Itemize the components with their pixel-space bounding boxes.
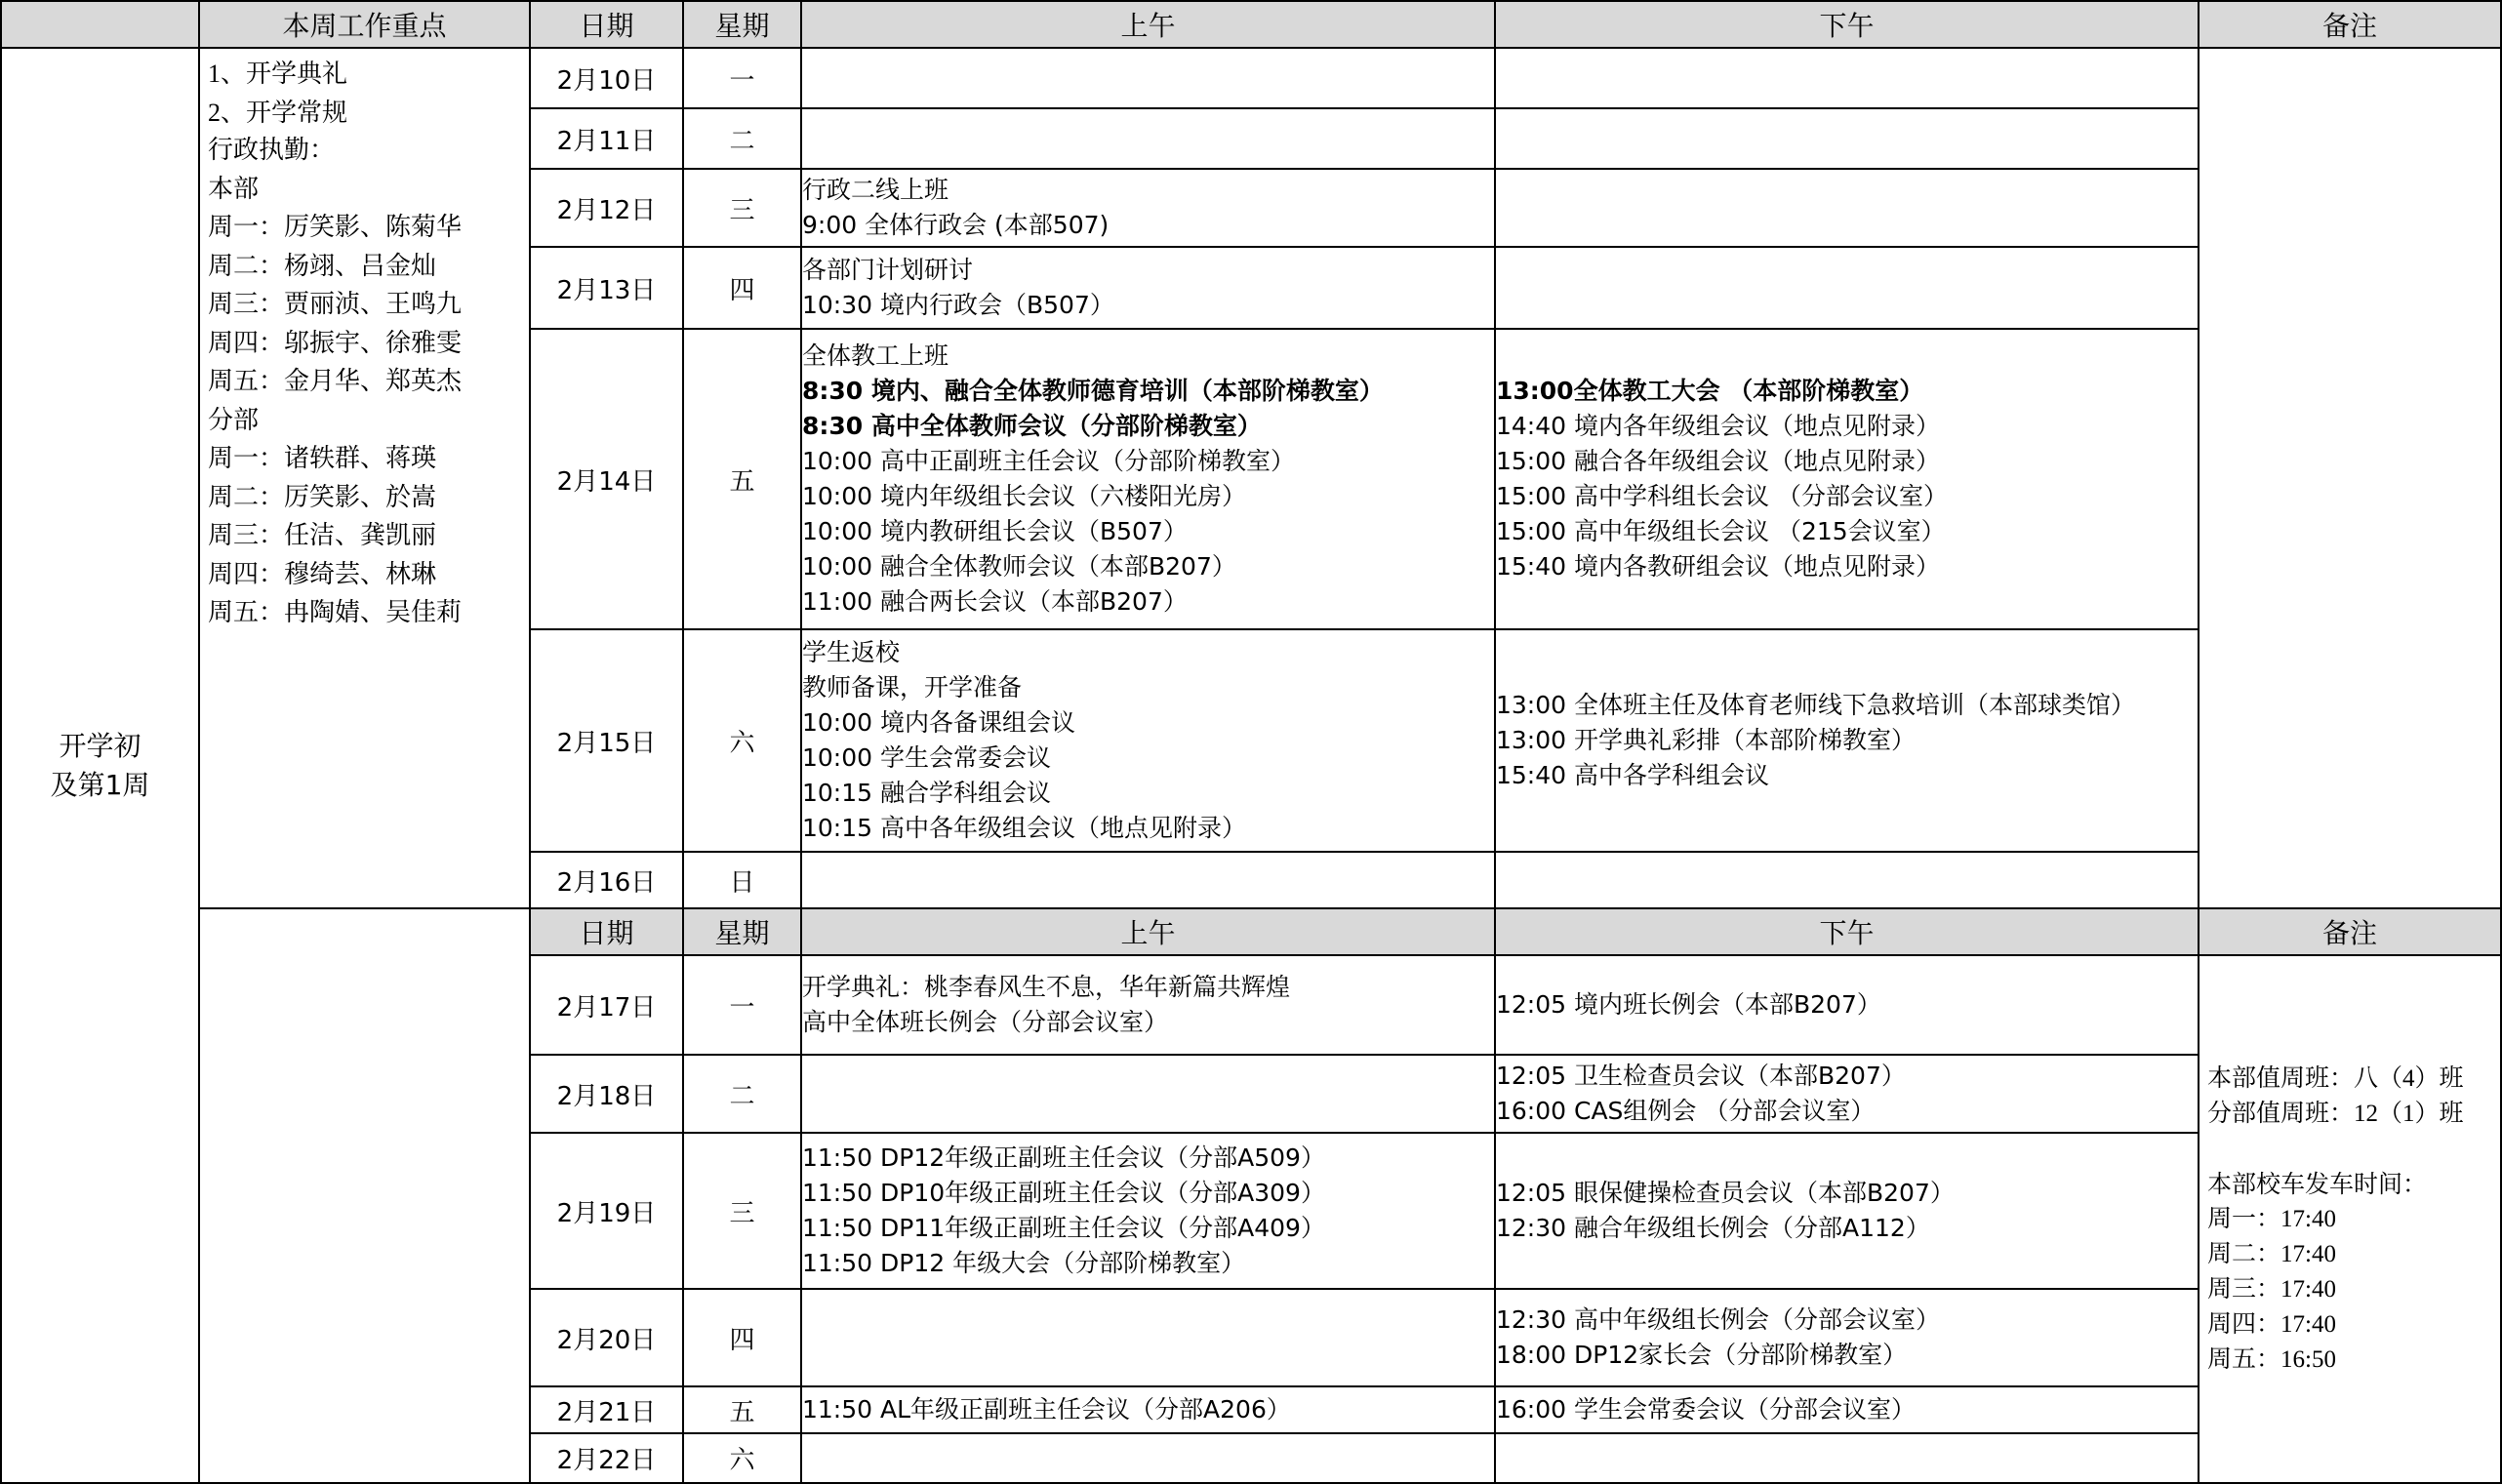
afternoon-cell (1495, 48, 2199, 108)
focus-line: 周三：贾丽浈、王鸣九 (208, 290, 463, 319)
header-morning: 上午 (801, 908, 1495, 955)
table-row (1, 48, 2501, 108)
bus-time-line: 周五：16:50 (2207, 1345, 2336, 1373)
afternoon-cell (1495, 852, 2199, 908)
morning-cell (801, 629, 1495, 852)
focus-line: 本部 (208, 174, 260, 204)
event-line: 13:00 全体班主任及体育老师线下急救培训（本部球类馆） (1496, 691, 2135, 719)
header-blank (1, 1, 199, 48)
date-cell: 2月12日 (530, 169, 683, 247)
header-notes: 备注 (2199, 1, 2501, 48)
week-label: 开学初 及第1周 (1, 48, 199, 1483)
morning-cell (801, 955, 1495, 1055)
event-line: 11:50 DP12年级正副班主任会议（分部A509） (802, 1143, 1325, 1172)
afternoon-cell (1495, 1386, 2199, 1433)
event-line: 12:05 眼保健操检查员会议（本部B207） (1496, 1179, 1955, 1207)
event-line: 10:00 境内各备课组会议 (802, 708, 1075, 737)
date-cell: 2月19日 (530, 1133, 683, 1289)
event-line: 11:00 融合两长会议（本部B207） (802, 587, 1188, 616)
date-cell: 2月20日 (530, 1289, 683, 1386)
date-cell: 2月14日 (530, 329, 683, 629)
weekday-cell: 日 (683, 852, 801, 908)
header-afternoon: 下午 (1495, 908, 2199, 955)
event-line: 8:30 高中全体教师会议（分部阶梯教室） (802, 412, 1262, 440)
weekday-cell: 一 (683, 955, 801, 1055)
focus-line: 周二：杨翊、吕金灿 (208, 251, 437, 281)
event-line: 教师备课，开学准备 (802, 673, 1023, 702)
bus-time-line: 周二：17:40 (2207, 1240, 2336, 1267)
morning-cell (801, 48, 1495, 108)
event-line: 高中全体班长例会（分部会议室） (802, 1008, 1169, 1036)
afternoon-cell (1495, 1055, 2199, 1133)
weekday-cell: 五 (683, 329, 801, 629)
header-morning: 上午 (801, 1, 1495, 48)
date-cell: 2月17日 (530, 955, 683, 1055)
weekday-cell: 五 (683, 1386, 801, 1433)
focus-line: 周四：穆绮芸、林琳 (208, 559, 437, 589)
header-notes: 备注 (2199, 908, 2501, 955)
header-weekday: 星期 (683, 908, 801, 955)
afternoon-cell (1495, 329, 2199, 629)
header-row-2 (1, 908, 2501, 955)
event-line: 12:30 高中年级组长例会（分部会议室） (1496, 1305, 1940, 1334)
event-line: 11:50 DP12 年级大会（分部阶梯教室） (802, 1249, 1246, 1277)
date-cell: 2月10日 (530, 48, 683, 108)
event-line: 11:50 DP10年级正副班主任会议（分部A309） (802, 1179, 1325, 1207)
bus-title: 本部校车发车时间： (2207, 1169, 2428, 1198)
header-focus-continued (199, 908, 530, 1483)
morning-cell (801, 1133, 1495, 1289)
header-date: 日期 (530, 908, 683, 955)
weekday-cell: 二 (683, 108, 801, 169)
morning-cell (801, 169, 1495, 247)
afternoon-cell (1495, 108, 2199, 169)
event-line: 14:40 境内各年级组会议（地点见附录） (1496, 412, 1940, 440)
date-cell: 2月15日 (530, 629, 683, 852)
date-cell: 2月11日 (530, 108, 683, 169)
event-line: 15:00 融合各年级组会议（地点见附录） (1496, 447, 1940, 475)
date-cell: 2月22日 (530, 1433, 683, 1483)
focus-line: 1、开学典礼 (208, 60, 348, 88)
header-afternoon: 下午 (1495, 1, 2199, 48)
event-line: 10:00 境内教研组长会议（B507） (802, 517, 1188, 545)
event-line: 15:00 高中年级组长会议 （215会议室） (1496, 517, 1946, 545)
event-line: 10:00 境内年级组长会议（六楼阳光房） (802, 482, 1246, 510)
event-line: 15:00 高中学科组长会议 （分部会议室） (1496, 482, 1948, 510)
event-line: 12:30 融合年级组长例会（分部A112） (1496, 1214, 1930, 1242)
afternoon-cell (1495, 169, 2199, 247)
focus-line: 周一：诸轶群、蒋瑛 (208, 444, 437, 473)
header-focus: 本周工作重点 (199, 1, 530, 48)
event-line: 学生返校 (802, 638, 901, 666)
afternoon-cell (1495, 247, 2199, 329)
date-cell: 2月21日 (530, 1386, 683, 1433)
weekday-cell: 四 (683, 247, 801, 329)
event-line: 13:00全体教工大会 （本部阶梯教室） (1496, 377, 1924, 405)
event-line: 10:15 融合学科组会议 (802, 779, 1051, 807)
event-line: 15:40 境内各教研组会议（地点见附录） (1496, 552, 1940, 581)
event-line: 各部门计划研讨 (802, 256, 974, 284)
week-focus (199, 48, 530, 908)
morning-cell (801, 852, 1495, 908)
event-line: 8:30 境内、融合全体教师德育培训（本部阶梯教室） (802, 377, 1384, 405)
event-line: 15:40 高中各学科组会议 (1496, 761, 1769, 789)
event-line: 10:00 融合全体教师会议（本部B207） (802, 552, 1236, 581)
duty-class-line: 分部值周班：12（1）班 (2207, 1100, 2464, 1127)
afternoon-cell (1495, 1289, 2199, 1386)
afternoon-cell (1495, 629, 2199, 852)
date-cell: 2月18日 (530, 1055, 683, 1133)
event-line: 11:50 AL年级正副班主任会议（分部A206） (802, 1395, 1291, 1424)
focus-line: 分部 (208, 405, 260, 435)
notes-cell-week1 (2199, 48, 2501, 908)
weekday-cell: 六 (683, 629, 801, 852)
event-line: 10:30 境内行政会（B507） (802, 291, 1114, 319)
weekday-cell: 一 (683, 48, 801, 108)
header-weekday: 星期 (683, 1, 801, 48)
header-date: 日期 (530, 1, 683, 48)
bus-time-line: 周四：17:40 (2207, 1310, 2336, 1338)
spacer (2207, 1132, 2492, 1167)
event-line: 开学典礼：桃李春风生不息，华年新篇共辉煌 (802, 973, 1291, 1001)
event-line: 行政二线上班 (802, 176, 949, 204)
date-cell: 2月16日 (530, 852, 683, 908)
event-line: 全体教工上班 (802, 341, 949, 370)
event-line: 10:00 学生会常委会议 (802, 743, 1051, 772)
notes-cell-week2 (2199, 955, 2501, 1483)
event-line: 16:00 学生会常委会议（分部会议室） (1496, 1395, 1916, 1424)
bus-time-line: 周一：17:40 (2207, 1205, 2336, 1232)
focus-line: 周四：邬振宇、徐雅雯 (208, 328, 463, 358)
duty-class-line: 本部值周班：八（4）班 (2207, 1064, 2464, 1092)
focus-line: 周二：厉笑影、於嵩 (208, 482, 437, 512)
focus-line: 周一：厉笑影、陈菊华 (208, 213, 463, 242)
event-line: 12:05 卫生检查员会议（本部B207） (1496, 1062, 1906, 1090)
focus-line: 2、开学常规 (208, 98, 348, 127)
header-row (1, 1, 2501, 48)
morning-cell (801, 1055, 1495, 1133)
focus-line: 周五：金月华、郑英杰 (208, 367, 463, 396)
event-line: 9:00 全体行政会 (本部507) (802, 211, 1110, 239)
morning-cell (801, 108, 1495, 169)
afternoon-cell (1495, 1133, 2199, 1289)
weekday-cell: 三 (683, 1133, 801, 1289)
morning-cell (801, 1386, 1495, 1433)
morning-cell (801, 1433, 1495, 1483)
weekday-cell: 六 (683, 1433, 801, 1483)
focus-line: 行政执勤： (208, 136, 336, 165)
event-line: 12:05 境内班长例会（本部B207） (1496, 990, 1881, 1019)
morning-cell (801, 247, 1495, 329)
date-cell: 2月13日 (530, 247, 683, 329)
event-line: 16:00 CAS组例会 （分部会议室） (1496, 1097, 1876, 1125)
event-line: 10:15 高中各年级组会议（地点见附录） (802, 814, 1246, 842)
bus-time-line: 周三：17:40 (2207, 1275, 2336, 1303)
focus-line: 周五：冉陶婧、吴佳莉 (208, 598, 463, 627)
morning-cell (801, 329, 1495, 629)
weekday-cell: 四 (683, 1289, 801, 1386)
weekday-cell: 三 (683, 169, 801, 247)
weekday-cell: 二 (683, 1055, 801, 1133)
afternoon-cell (1495, 955, 2199, 1055)
event-line: 13:00 开学典礼彩排（本部阶梯教室） (1496, 726, 1916, 754)
event-line: 10:00 高中正副班主任会议（分部阶梯教室） (802, 447, 1295, 475)
event-line: 18:00 DP12家长会（分部阶梯教室） (1496, 1341, 1908, 1369)
event-line: 11:50 DP11年级正副班主任会议（分部A409） (802, 1214, 1325, 1242)
afternoon-cell (1495, 1433, 2199, 1483)
focus-line: 周三：任洁、龚凯丽 (208, 521, 437, 550)
morning-cell (801, 1289, 1495, 1386)
